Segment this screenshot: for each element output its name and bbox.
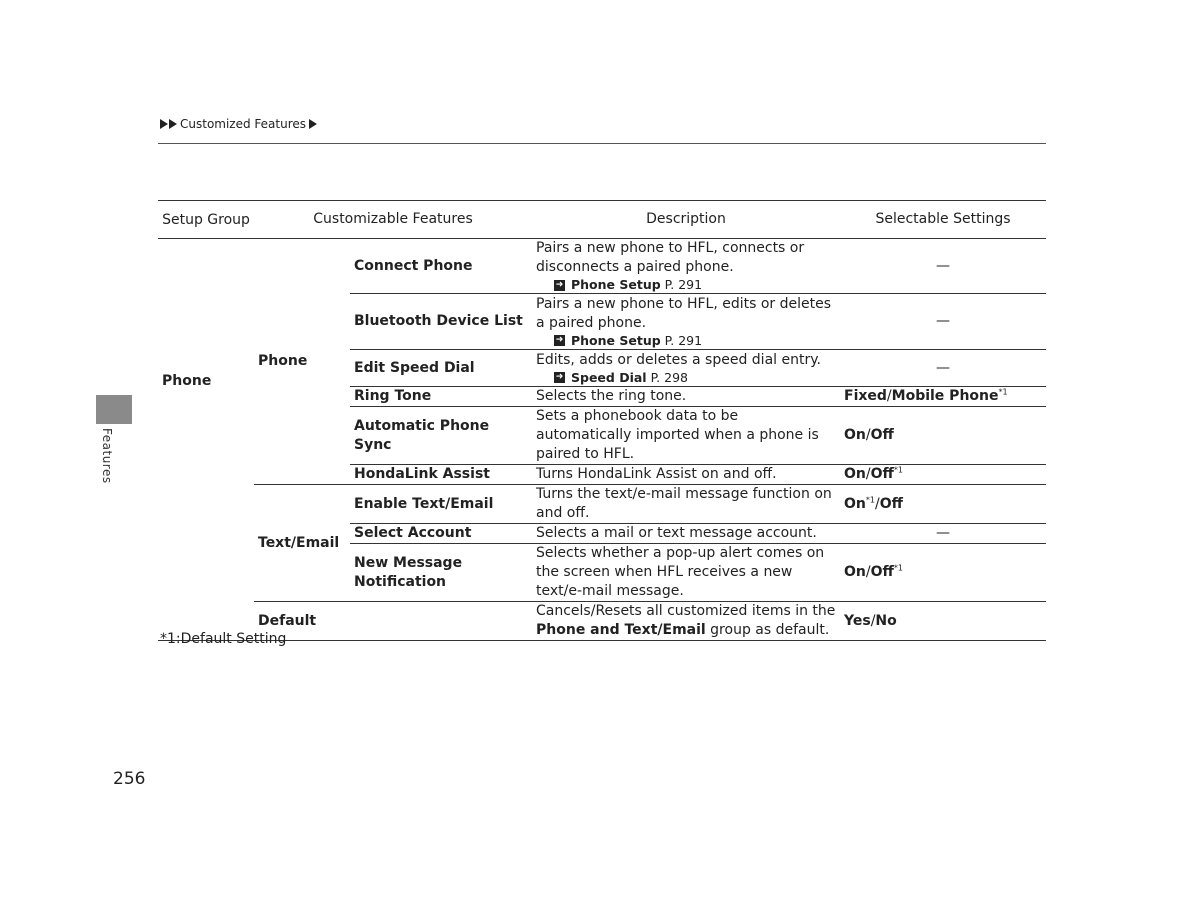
page-number: 256 <box>113 769 146 789</box>
feature-edit-speed-dial: Edit Speed Dial <box>350 350 532 387</box>
reference-title: Phone Setup <box>571 332 661 348</box>
setting-cell: On/Off <box>840 407 1046 465</box>
group-cell-phone: Phone <box>158 239 254 524</box>
description-text: Selects the ring tone. <box>532 387 840 407</box>
description-cell <box>532 602 840 641</box>
triangle-right-icon <box>309 119 317 129</box>
table-header-row <box>158 201 1046 239</box>
group-cell-continued <box>158 544 254 602</box>
default-mark: *1 <box>998 387 1008 397</box>
group-cell-continued <box>158 524 254 544</box>
feature-bluetooth-device-list: Bluetooth Device List <box>350 294 532 350</box>
description-text: Cancels/Resets all customized items in the <box>536 603 836 619</box>
feature-ring-tone: Ring Tone <box>350 387 532 407</box>
description-cell <box>532 350 840 387</box>
setting-option: On <box>844 495 866 512</box>
triangle-right-icon <box>160 119 168 129</box>
setting-option: On <box>844 427 866 443</box>
reference-arrow-icon: ➜ <box>555 279 564 290</box>
default-mark: *1 <box>893 563 903 573</box>
description-text: Edits, adds or deletes a speed dial entry. <box>536 351 821 368</box>
setting-option: Off <box>870 466 894 482</box>
setting-cell: On/Off$^{*1}$ <box>840 465 1046 485</box>
table-row <box>158 239 1046 294</box>
reference-page: P. 291 <box>664 277 703 292</box>
feature-hondalink-assist: HondaLink Assist <box>350 465 532 485</box>
description-emphasis: Phone and Text/Email <box>536 622 706 638</box>
reference-arrow-icon: ➜ <box>555 372 564 382</box>
table-row <box>158 485 1046 524</box>
section-tab <box>96 395 132 424</box>
header-selectable-settings: Selectable Settings <box>840 201 1046 239</box>
reference-title: Speed Dial <box>571 369 647 385</box>
subgroup-cell-default: Default <box>254 602 532 641</box>
feature-select-account: Select Account <box>350 524 532 544</box>
default-mark: *1 <box>893 465 903 475</box>
page-reference <box>536 277 836 293</box>
table-row <box>158 602 1046 641</box>
header-customizable-features: Customizable Features <box>254 201 532 239</box>
setting-cell: — <box>840 294 1046 350</box>
feature-automatic-phone-sync: Automatic Phone Sync <box>350 407 532 465</box>
description-text: Turns the text/e-mail message function on and off. <box>532 485 840 524</box>
setting-option: Off <box>870 564 894 580</box>
setting-cell: Yes/No <box>840 602 1046 641</box>
setting-cell: Fixed/Mobile Phone$^{*1}$ <box>840 387 1046 407</box>
setting-cell: — <box>840 524 1046 544</box>
reference-page: P. 298 <box>650 369 688 385</box>
features-table <box>158 200 1046 641</box>
setting-cell: — <box>840 239 1046 294</box>
description-text: Turns HondaLink Assist on and off. <box>532 465 840 485</box>
footnote: *1:Default Setting <box>160 631 287 647</box>
header-description: Description <box>532 201 840 239</box>
page-reference <box>536 333 836 349</box>
description-text: Pairs a new phone to HFL, edits or deletes a paired phone. <box>536 295 832 331</box>
description-cell <box>532 294 840 350</box>
description-cell <box>532 239 840 294</box>
header-rule <box>158 143 1046 144</box>
feature-new-message-notification: New Message Notification <box>350 544 532 602</box>
setting-option: On <box>844 564 866 580</box>
description-text: group as default. <box>710 622 830 638</box>
setting-option: Mobile Phone <box>891 388 999 404</box>
reference-page: P. 291 <box>664 332 703 348</box>
setting-option: Off <box>870 427 894 443</box>
feature-enable-text-email: Enable Text/Email <box>350 485 532 524</box>
subgroup-cell-text-email: Text/Email <box>254 485 350 602</box>
breadcrumb-text: Customized Features <box>180 117 307 131</box>
setting-option: No <box>875 612 897 629</box>
feature-connect-phone: Connect Phone <box>350 239 532 294</box>
description-text: Pairs a new phone to HFL, connects or disconnects a paired phone. <box>536 240 805 275</box>
page-reference <box>536 370 836 386</box>
setting-option: Yes <box>844 612 871 629</box>
setting-cell: — <box>840 350 1046 387</box>
setting-option: On <box>844 466 866 482</box>
description-text: Selects whether a pop-up alert comes on the screen when HFL receives a new text/e-mail message. <box>532 544 840 602</box>
reference-title: Phone Setup <box>571 277 661 292</box>
subgroup-cell-phone: Phone <box>254 239 350 485</box>
setting-option: Off <box>879 495 903 512</box>
description-text: Sets a phonebook data to be automatically imported when a phone is paired to HFL. <box>532 407 840 465</box>
default-mark: *1 <box>865 494 875 504</box>
setting-cell: On/Off$^{*1}$ <box>840 544 1046 602</box>
description-text: Selects a mail or text message account. <box>532 524 840 544</box>
section-tab-label: Features <box>100 428 114 484</box>
setting-cell: On$^{*1}$/Off <box>840 485 1046 524</box>
header-setup-group: Setup Group <box>158 201 254 239</box>
breadcrumb <box>160 117 318 131</box>
reference-arrow-icon: ➜ <box>555 335 564 345</box>
setting-option: Fixed <box>844 388 887 404</box>
triangle-right-icon <box>169 119 177 129</box>
